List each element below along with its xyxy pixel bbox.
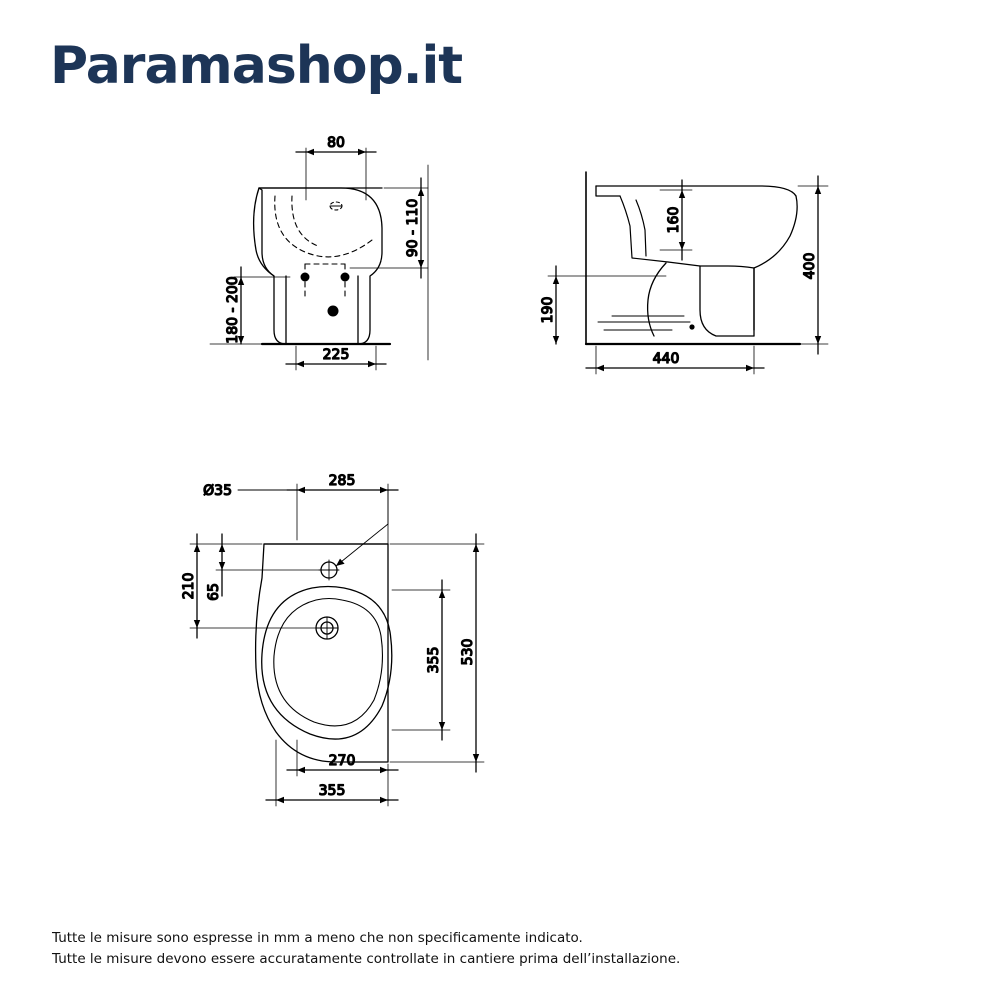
dim-front-90-110: 90 - 110 [405,198,421,258]
dim-side-440: 440 [652,351,680,367]
dim-top-210: 210 [181,572,197,600]
dim-top-355-inner: 355 [426,646,442,674]
dim-front-225: 225 [322,347,350,363]
dim-top-270: 270 [328,753,356,769]
footnote-line-1: Tutte le misure sono espresse in mm a meno che non specificamente indicato. [52,930,583,946]
dim-front-80: 80 [327,135,345,151]
dim-side-190: 190 [540,296,556,324]
dim-front-180-200: 180 - 200 [225,276,241,344]
dim-top-285: 285 [328,473,356,489]
footnote-line-2: Tutte le misure devono essere accuratamente controllate in cantiere prima dell’installazione. [52,950,681,967]
dim-side-160: 160 [666,206,682,234]
dim-top-355-bottom: 355 [318,783,346,799]
dim-top-530: 530 [460,638,476,666]
dim-top-65: 65 [206,583,222,601]
brand-logo: Paramashop.it [50,36,463,96]
dim-side-400: 400 [802,252,818,280]
dim-top-d35: Ø35 [203,483,232,499]
footnotes [52,928,852,970]
